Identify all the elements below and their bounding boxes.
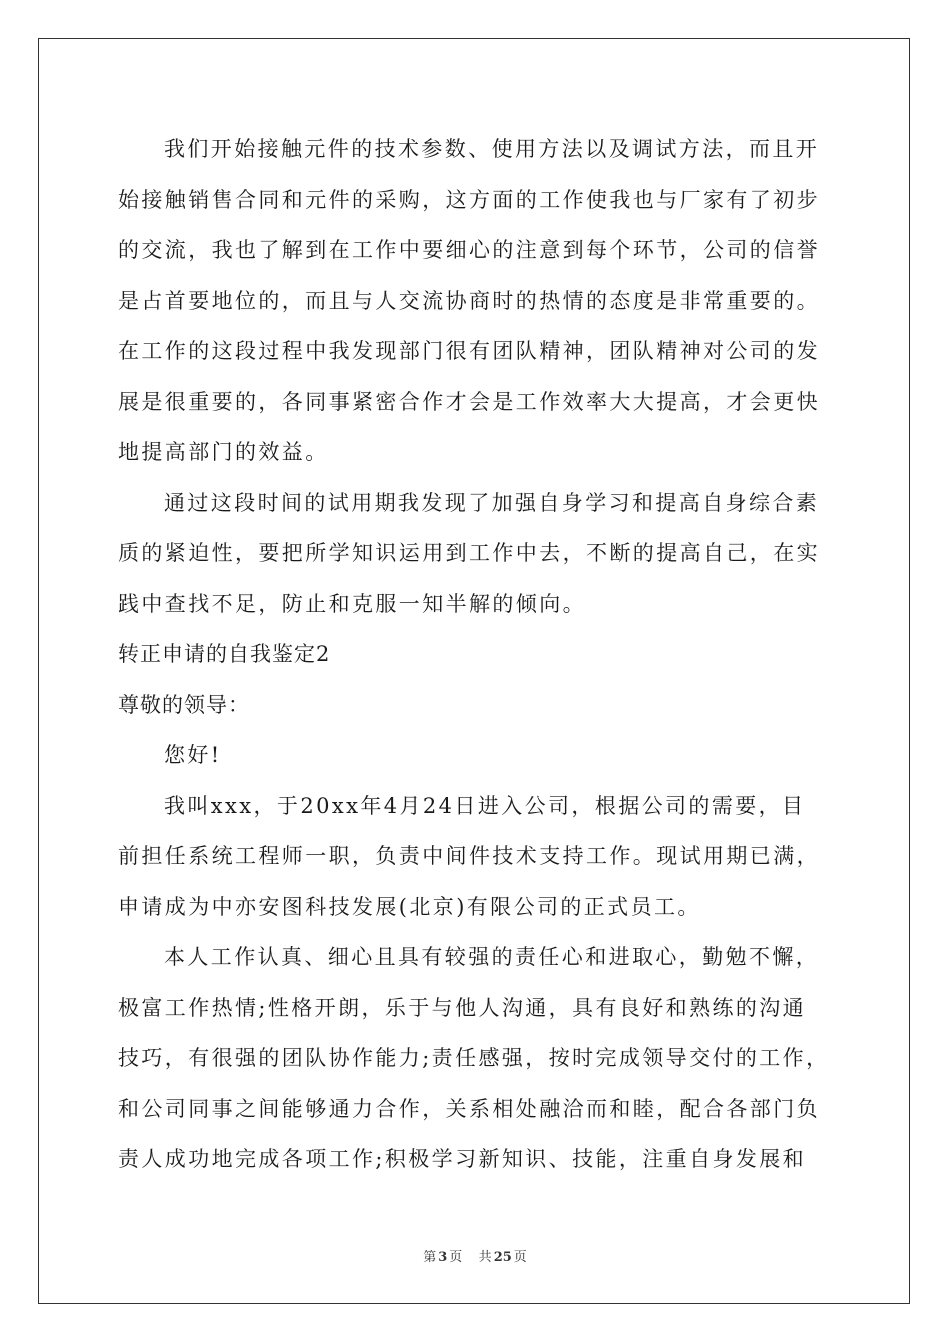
greeting: 您好!: [164, 743, 222, 767]
footer-total-pages: 25: [493, 1250, 512, 1265]
text-line: 践中查找不足，防止和克服一知半解的倾向。: [118, 591, 586, 616]
footer-total-suffix: 页: [513, 1250, 527, 1265]
salutation: 尊敬的领导：: [118, 692, 250, 717]
text-line: 我叫xxx，于20xx年4月24日进入公司，根据公司的需要，目: [164, 793, 806, 818]
text-line: 申请成为中亦安图科技发展(北京)有限公司的正式员工。: [118, 894, 701, 919]
text-line: 极富工作热情;性格开朗，乐于与他人沟通，具有良好和熟练的沟通: [118, 995, 807, 1020]
section-title: 转正申请的自我鉴定2: [118, 642, 331, 666]
text-line: 质的紧迫性，要把所学知识运用到工作中去，不断的提高自己，在实: [118, 541, 820, 565]
text-line: 和公司同事之间能够通力合作，关系相处融洽而和睦，配合各部门负: [118, 1096, 820, 1121]
text-line: 通过这段时间的试用期我发现了加强自身学习和提高自身综合素: [164, 490, 820, 515]
text-line: 地提高部门的效益。: [118, 440, 329, 464]
text-line: 前担任系统工程师一职，负责中间件技术支持工作。现试用期已满，: [118, 844, 820, 868]
page-footer: [0, 1246, 950, 1265]
text-line: 是占首要地位的，而且与人交流协商时的热情的态度是非常重要的。: [118, 288, 820, 313]
text-line: 展是很重要的，各同事紧密合作才会是工作效率大大提高，才会更快: [118, 389, 820, 414]
text-line: 责人成功地完成各项工作;积极学习新知识、技能，注重自身发展和: [118, 1147, 807, 1171]
text-line: 的交流，我也了解到在工作中要细心的注意到每个环节，公司的信誉: [118, 238, 820, 262]
text-line: 在工作的这段过程中我发现部门很有团队精神，团队精神对公司的发: [118, 339, 820, 363]
text-line: 本人工作认真、细心且具有较强的责任心和进取心，勤勉不懈，: [164, 945, 820, 969]
text-line: 技巧，有很强的团队协作能力;责任感强，按时完成领导交付的工作，: [118, 1046, 830, 1070]
footer-page-number: 3: [438, 1250, 448, 1265]
text-line: 我们开始接触元件的技术参数、使用方法以及调试方法，而且开: [164, 137, 820, 161]
footer-page-suffix: 页: [449, 1250, 463, 1265]
document-body: [118, 124, 838, 1185]
footer-total-prefix: 共: [478, 1250, 492, 1265]
footer-prefix: 第: [423, 1250, 437, 1265]
text-line: 始接触销售合同和元件的采购，这方面的工作使我也与厂家有了初步: [118, 187, 820, 212]
